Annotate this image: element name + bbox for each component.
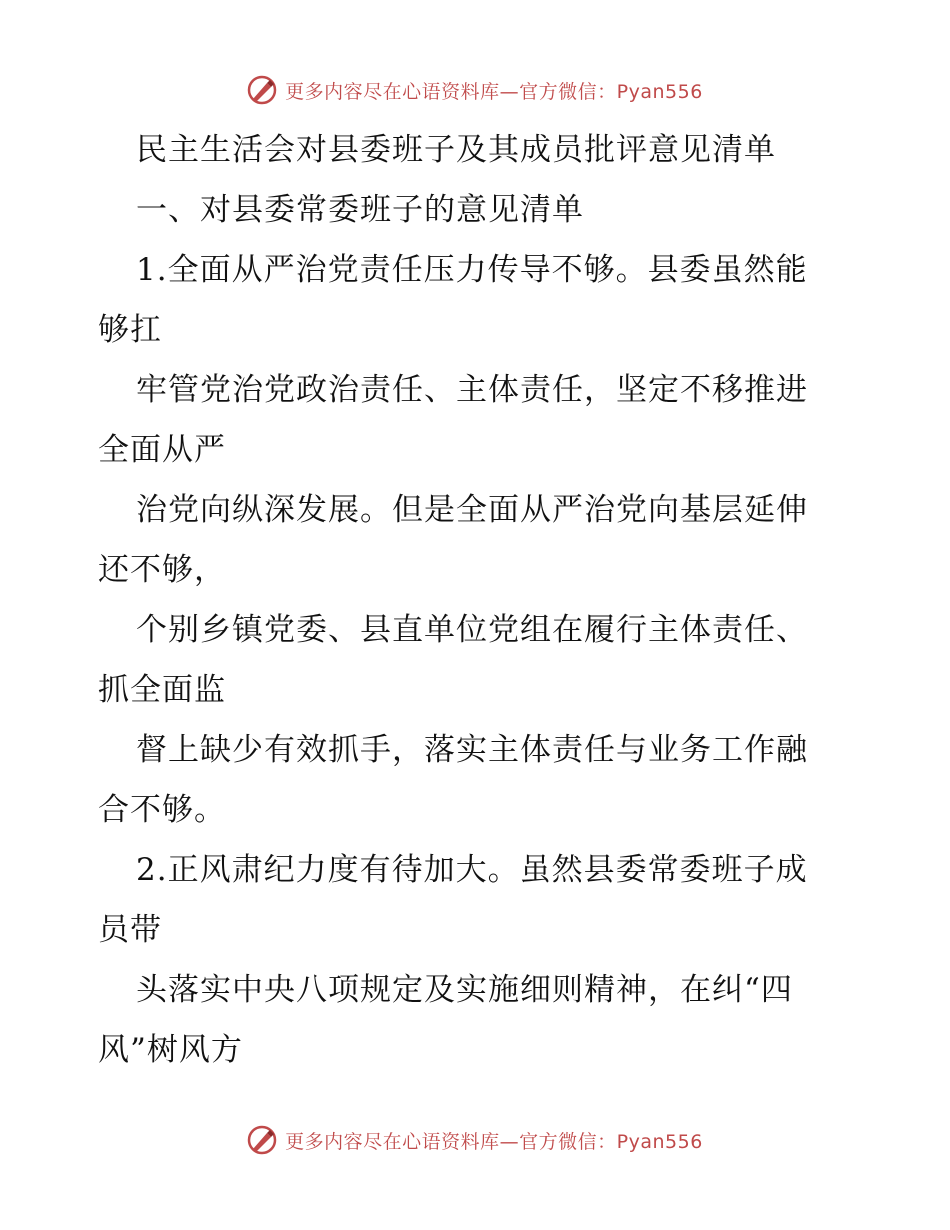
paragraph-line: 合不够。 [98,792,226,828]
watermark-text: 更多内容尽在心语资料库—官方微信：Pyan556 [285,1130,703,1153]
paragraph-line: 1.全面从严治党责任压力传导不够。县委虽然能 [136,252,808,288]
paragraph-line: 够扛 [98,312,162,348]
paragraph-line: 还不够， [98,552,226,588]
paragraph-line: 治党向纵深发展。但是全面从严治党向基层延伸 [136,492,808,528]
document-body [98,120,858,1080]
paragraph-line: 全面从严 [98,432,226,468]
paragraph-line: 头落实中央八项规定及实施细则精神，在纠“四 [136,972,793,1008]
paragraph-line: 2.正风肃纪力度有待加大。虽然县委常委班子成 [136,852,808,888]
pen-logo-icon [247,75,277,105]
paragraph-line: 抓全面监 [98,672,226,708]
document-title: 民主生活会对县委班子及其成员批评意见清单 [136,132,776,168]
section-heading: 一、对县委常委班子的意见清单 [136,192,584,228]
watermark-text: 更多内容尽在心语资料库—官方微信：Pyan556 [285,80,703,103]
pen-logo-icon [247,1125,277,1155]
paragraph-line: 风”树风方 [98,1032,243,1068]
watermark-banner-top [0,70,950,110]
paragraph-line: 员带 [98,912,162,948]
paragraph-line: 督上缺少有效抓手，落实主体责任与业务工作融 [136,732,808,768]
paragraph-line: 个别乡镇党委、县直单位党组在履行主体责任、 [136,612,808,648]
watermark-banner-bottom [0,1120,950,1160]
paragraph-line: 牢管党治党政治责任、主体责任，坚定不移推进 [136,372,808,408]
